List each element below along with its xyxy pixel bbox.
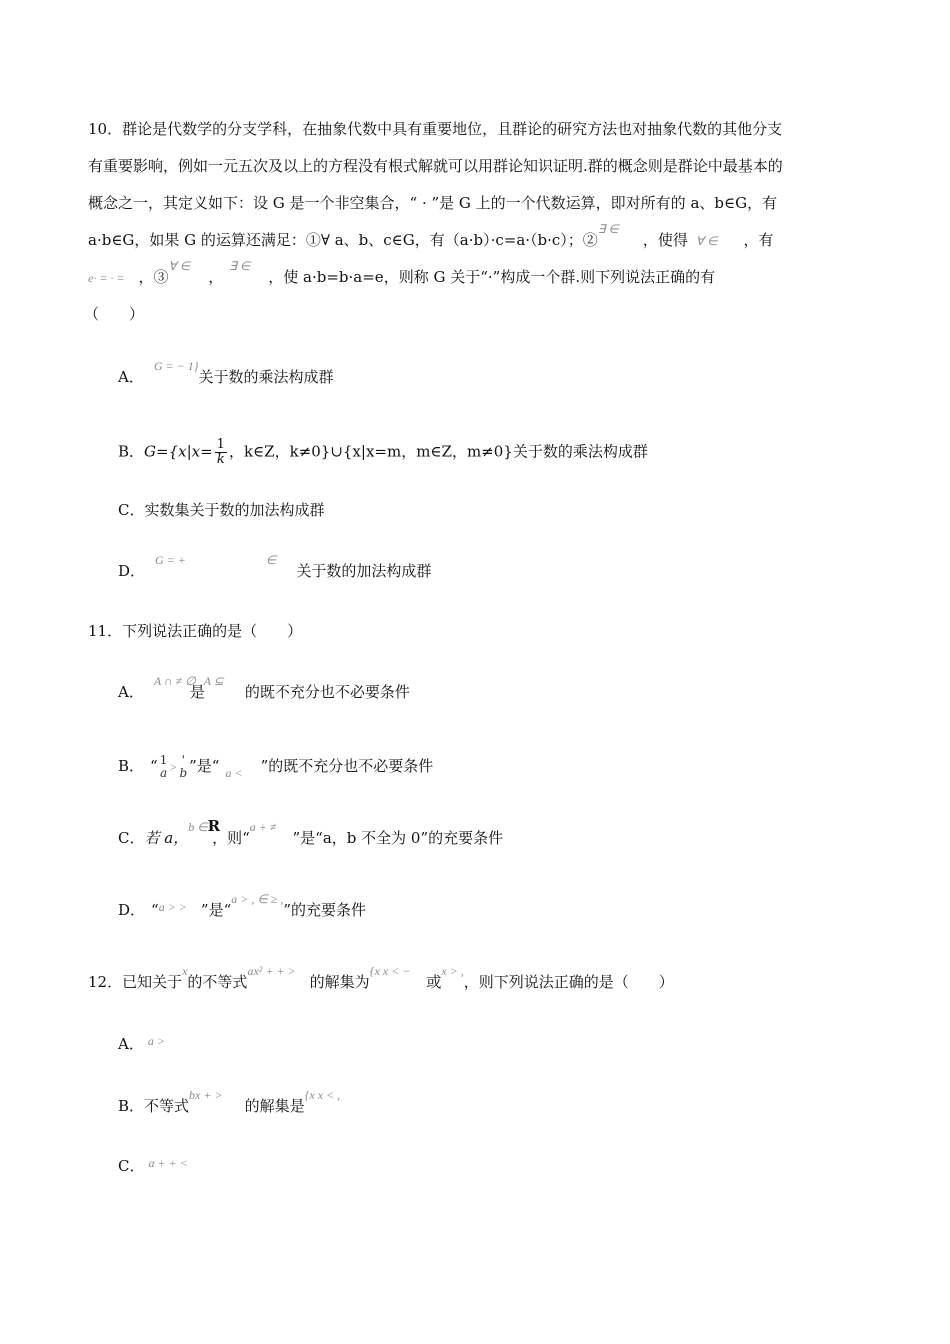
q10-line-5-text-a: ，③ [138, 268, 169, 286]
q10-line-5-text-c: ，使 a·b=b·a=e，则称 G 关于“·”构成一个群.则下列说法正确的有 [268, 268, 716, 286]
q10-forall-formula: ∀ ∈ [695, 234, 718, 248]
q10-line-1: 10．群论是代数学的分支学科，在抽象代数中具有重要地位，且群论的研究方法也对抽象代数的其他分支 [88, 120, 783, 138]
q10-line-4-text-b: ，使得 [642, 231, 688, 249]
q11-stem: 11．下列说法正确的是（ ） [88, 622, 303, 640]
q12-option-c-label: C． [118, 1157, 145, 1175]
q11-option-a-mid: 是 [189, 683, 205, 701]
q11-option-d-formula-2: a > , ∈ ≥ , [231, 892, 284, 906]
q11-option-b-open: “ [150, 757, 158, 775]
q10-option-b [118, 438, 648, 467]
q10-line-4-text-c: ，有 [743, 231, 774, 249]
q11-option-a-formula-2: A ⊆ [203, 674, 224, 688]
q10-line-5 [88, 259, 716, 289]
q11-option-c-real-set: R [207, 817, 221, 835]
q11-option-d-text: ”的充要条件 [283, 901, 367, 919]
q11-option-b-label: B． [118, 757, 145, 775]
q10-option-a [118, 359, 334, 389]
q11-option-b-frac-2-den: b [179, 766, 188, 780]
q11-option-a-label: A． [118, 683, 144, 701]
q10-line-2: 有重要影响，例如一元五次及以上的方程没有根式解就可以用群论知识证明.群的概念则是群论中最基本的 [88, 157, 783, 175]
q11-option-a [118, 674, 410, 704]
q10-option-d [118, 553, 432, 583]
q11-option-c-label: C． [118, 829, 145, 847]
q12-variable-x: x [182, 964, 188, 978]
q12-stem-mid-1: 的不等式 [187, 973, 248, 991]
q11-option-c-mid: ，则“ [212, 829, 250, 847]
q10-option-c [118, 499, 325, 521]
q12-stem-post: ，则下列说法正确的是（ ） [463, 973, 674, 991]
q12-option-c-formula: a + + < [148, 1156, 188, 1170]
q10-option-d-formula-in: ∈ [265, 553, 277, 567]
q10-option-b-fraction-den: k [216, 452, 225, 467]
q12-option-b-pre: 不等式 [144, 1097, 190, 1115]
q12-option-b-mid: 的解集是 [244, 1097, 305, 1115]
q12-option-a-label: A． [118, 1035, 144, 1053]
q10-option-a-formula: G = − 1} [153, 359, 199, 373]
q10-inverse-exists-formula: ∃ ∈ [229, 259, 251, 273]
q11-option-c [118, 817, 504, 850]
q12-option-a-formula: a > [147, 1034, 165, 1048]
q11-option-b-frac-2-num: ' [181, 753, 185, 767]
q11-option-c-formula-2: a + ≠ [249, 820, 277, 834]
q10-option-c-label: C． [118, 501, 145, 519]
q11-option-b-frac-2 [179, 754, 187, 780]
q12-stem [88, 964, 674, 994]
q10-line-4-text: a·b∈G，如果 G 的运算还满足：①∀ a、b、c∈G，有（a·b）·c=a·（b·c）；② [88, 231, 598, 249]
q11-option-d-mid: ”是“ [200, 901, 232, 919]
q12-solution-set-1: {x x < − [369, 964, 411, 978]
q11-option-b-mid: ”是“ [189, 757, 220, 775]
q10-option-c-text: 实数集关于数的加法构成群 [144, 501, 325, 519]
q12-option-c [118, 1155, 188, 1178]
q10-identity-formula: e· = · = [88, 271, 125, 285]
q10-option-a-text: 关于数的乘法构成群 [198, 368, 334, 386]
q10-option-d-label: D． [118, 562, 146, 580]
q12-stem-mid-3: 或 [426, 973, 442, 991]
q12-option-b-formula-1: bx + > [189, 1088, 223, 1102]
q12-option-a [118, 1033, 165, 1056]
q11-option-b [118, 754, 433, 780]
q10-option-d-formula: G = + [155, 553, 186, 567]
q11-option-d [118, 892, 367, 922]
q11-option-b-formula: a < [225, 766, 243, 780]
q11-option-b-gt: > [169, 760, 178, 774]
q10-line-5-text-b: ， [208, 268, 224, 286]
q11-option-d-formula-1: a > > [158, 900, 187, 914]
q12-inequality-formula: ax² + + > [247, 964, 296, 978]
q11-option-d-open: “ [151, 901, 159, 919]
q12-stem-pre: 12．已知关于 [88, 973, 183, 991]
q10-option-b-text: ，k∈Z，k≠0}∪{x|x=m，m∈Z，m≠0}关于数的乘法构成群 [228, 442, 648, 461]
q10-option-b-label: B． [118, 442, 145, 461]
q12-stem-mid-2: 的解集为 [309, 973, 370, 991]
q10-option-b-fraction-num: 1 [216, 437, 225, 452]
q10-answer-paren: （ ） [84, 305, 145, 323]
q11-option-b-frac-1 [160, 754, 168, 780]
q11-option-c-pre: 若 a， [144, 829, 189, 847]
q10-line-4 [88, 222, 774, 252]
q10-option-d-text: 关于数的加法构成群 [296, 562, 432, 580]
q10-inverse-forall-formula: ∀ ∈ [168, 259, 191, 273]
q10-option-b-fraction [215, 438, 227, 467]
q10-exists-identity-formula: ∃ ∈ [597, 222, 619, 236]
q12-option-b-label: B． [118, 1097, 145, 1115]
q10-option-b-set-start: G={x|x= [144, 442, 213, 461]
q12-solution-set-2: x > , [441, 964, 464, 978]
q11-option-b-text: ”的既不充分也不必要条件 [260, 757, 434, 775]
q11-option-c-formula-1: b ∈ [188, 820, 208, 834]
q11-option-b-frac-1-num: 1 [159, 753, 168, 767]
q11-option-a-text: 的既不充分也不必要条件 [244, 683, 410, 701]
q11-option-c-text: ”是“a，b 不全为 0”的充要条件 [292, 829, 504, 847]
q11-option-d-label: D． [118, 901, 146, 919]
q12-option-b [118, 1088, 341, 1118]
q11-option-a-formula-1: A ∩ ≠ ∅ [153, 674, 196, 688]
q11-option-b-frac-1-den: a [159, 766, 168, 780]
q10-line-3: 概念之一，其定义如下：设 G 是一个非空集合，“ · ”是 G 上的一个代数运算，即对所有的 a、b∈G，有 [88, 194, 778, 212]
q12-option-b-formula-2: {x x < , [304, 1088, 341, 1102]
q10-option-a-label: A． [118, 368, 144, 386]
